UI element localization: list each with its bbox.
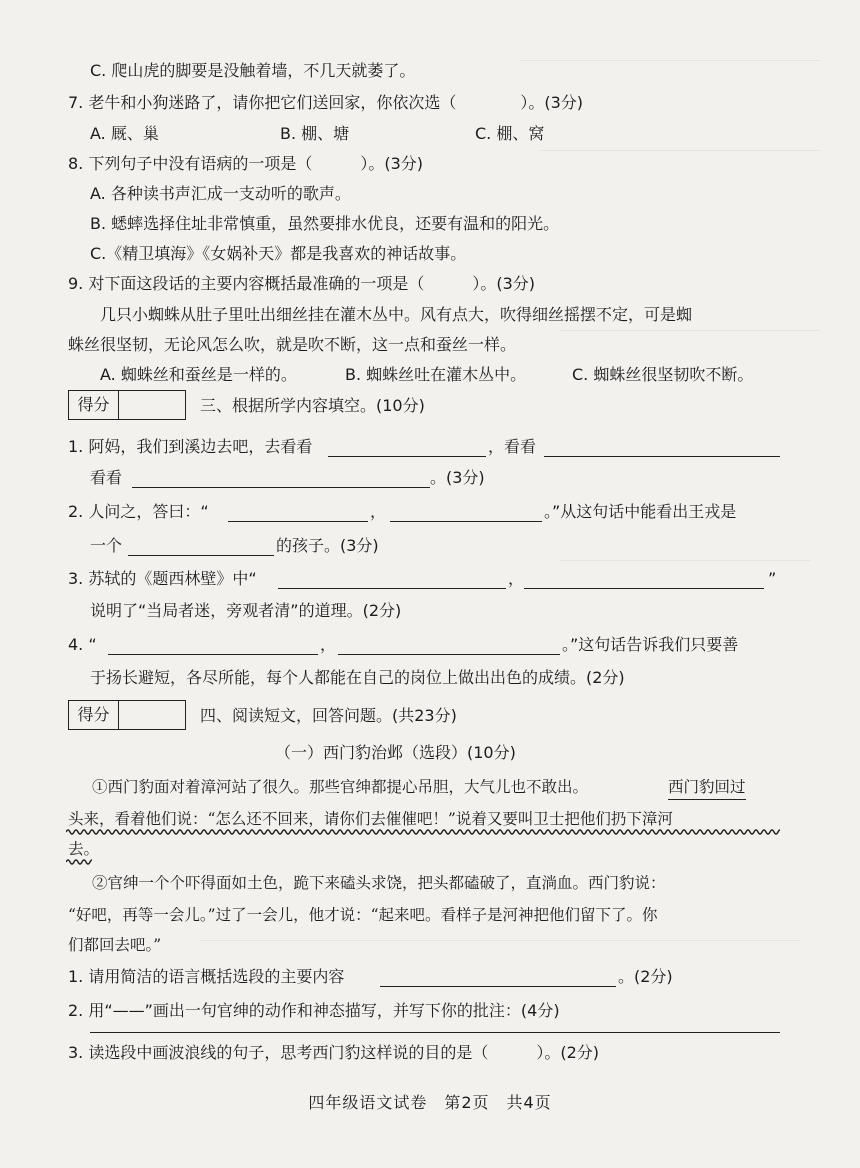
fill2-blank1[interactable] (228, 521, 368, 522)
bleed-through-line (560, 330, 820, 331)
passage-p2-line1: ②官绅一个个吓得面如土色，跪下来磕头求饶，把头都磕破了，直淌血。西门豹说： (92, 874, 666, 892)
passage-p1-line2: 头来，看着他们说：“怎么还不回来，请你们去催催吧！”说着又要叫卫士把他们扔下漳河 (68, 810, 673, 828)
fill4-prefix: 4. “ (68, 635, 97, 654)
fill4-suffix: 。”这句话告诉我们只要善 (562, 635, 739, 654)
fill1-blank1[interactable] (328, 456, 486, 457)
score-box (68, 390, 186, 420)
q7-option-a: A. 厩、巢 (90, 124, 159, 143)
fill1-prefix: 1. 阿妈，我们到溪边去吧，去看看 (68, 437, 313, 456)
fill2-blank3[interactable] (128, 555, 274, 556)
fill1-blank3[interactable] (132, 487, 430, 488)
bleed-through-line (520, 60, 820, 61)
q8-stem: 8. 下列句子中没有语病的一项是（ ）。(3分) (68, 154, 424, 173)
reading-subtitle: （一）西门豹治邺（选段）(10分) (275, 743, 516, 762)
fill4-comma: ， (320, 635, 337, 654)
fill4-line2: 于扬长避短，各尽所能，每个人都能在自己的岗位上做出出色的成绩。(2分) (90, 668, 625, 687)
fill3-comma: ， (508, 569, 525, 588)
q8-option-c: C.《精卫填海》《女娲补天》都是我喜欢的神话故事。 (90, 244, 467, 263)
reading-q1-blank[interactable] (380, 986, 616, 987)
q6-option-c: C. 爬山虎的脚要是没触着墙，不几天就萎了。 (90, 61, 416, 80)
fill3-blank2[interactable] (524, 588, 764, 589)
bleed-through-line (560, 560, 810, 561)
section4-title: 四、阅读短文，回答问题。(共23分) (200, 706, 457, 725)
score-label: 得分 (69, 391, 119, 419)
wavy-underline (66, 858, 92, 866)
section3-title: 三、根据所学内容填空。(10分) (200, 396, 425, 415)
reading-q2: 2. 用“——”画出一句官绅的动作和神态描写，并写下你的批注：(4分) (68, 1001, 560, 1020)
score-box (68, 700, 186, 730)
passage-p2-line2: “好吧，再等一会儿。”过了一会儿，他才说：“起来吧。看样子是河神把他们留下了。你 (68, 906, 658, 924)
passage-p1-line1: ①西门豹面对着漳河站了很久。那些官绅都提心吊胆，大气儿也不敢出。 (92, 778, 589, 796)
fill2-comma: ， (370, 502, 387, 521)
passage-p1-line3: 去。 (68, 840, 100, 858)
q7-option-c: C. 棚、窝 (475, 124, 545, 143)
q9-option-b: B. 蜘蛛丝吐在灌木丛中。 (345, 365, 527, 384)
q9-option-c: C. 蜘蛛丝很坚韧吹不断。 (572, 365, 754, 384)
score-label: 得分 (69, 701, 119, 729)
fill1-line2-prefix: 看看 (90, 468, 123, 487)
bleed-through-line (200, 940, 800, 941)
q9-passage-line2: 蛛丝很坚韧，无论风怎么吹，就是吹不断，这一点和蚕丝一样。 (68, 335, 517, 354)
q8-option-a: A. 各种读书声汇成一支动听的歌声。 (90, 184, 351, 203)
fill2-line2-prefix: 一个 (90, 536, 123, 555)
q8-option-b: B. 蟋蟀选择住址非常慎重，虽然要排水优良，还要有温和的阳光。 (90, 214, 560, 233)
fill3-prefix: 3. 苏轼的《题西林壁》中“ (68, 569, 257, 588)
page-footer: 四年级语文试卷 第2页 共4页 (308, 1093, 552, 1112)
fill3-blank1[interactable] (278, 588, 506, 589)
fill2-score: 的孩子。(3分) (276, 536, 379, 555)
reading-q3: 3. 读选段中画波浪线的句子，思考西门豹这样说的目的是（ ）。(2分) (68, 1043, 600, 1062)
fill1-score: 。(3分) (430, 468, 485, 487)
fill4-blank1[interactable] (108, 654, 318, 655)
q9-passage-line1: 几只小蜘蛛从肚子里吐出细丝挂在灌木丛中。风有点大，吹得细丝摇摆不定，可是蜘 (100, 305, 693, 324)
reading-q1: 1. 请用简洁的语言概括选段的主要内容 (68, 967, 345, 986)
fill1-mid: ，看看 (488, 437, 537, 456)
fill3-explanation: 说明了“当局者迷，旁观者清”的道理。(2分) (90, 601, 402, 620)
q7-option-b: B. 棚、塘 (280, 124, 350, 143)
passage-p1-underlined-start: 西门豹回过 (668, 776, 746, 800)
reading-q1-score: 。(2分) (618, 967, 673, 986)
fill1-blank2[interactable] (544, 456, 780, 457)
fill2-prefix: 2. 人问之，答曰：“ (68, 502, 209, 521)
fill2-suffix: 。”从这句话中能看出王戎是 (544, 502, 737, 521)
fill4-blank2[interactable] (338, 654, 560, 655)
passage-p2-line3: 们都回去吧。” (68, 936, 162, 954)
q9-stem: 9. 对下面这段话的主要内容概括最准确的一项是（ ）。(3分) (68, 274, 536, 293)
reading-q2-answer-line[interactable] (90, 1032, 780, 1033)
wavy-underline (66, 828, 780, 836)
fill3-close-quote: ” (768, 569, 777, 588)
q7-stem: 7. 老牛和小狗迷路了，请你把它们送回家，你依次选（ ）。(3分) (68, 93, 584, 112)
bleed-through-line (540, 150, 820, 151)
fill2-blank2[interactable] (390, 521, 542, 522)
q9-option-a: A. 蜘蛛丝和蚕丝是一样的。 (100, 365, 297, 384)
